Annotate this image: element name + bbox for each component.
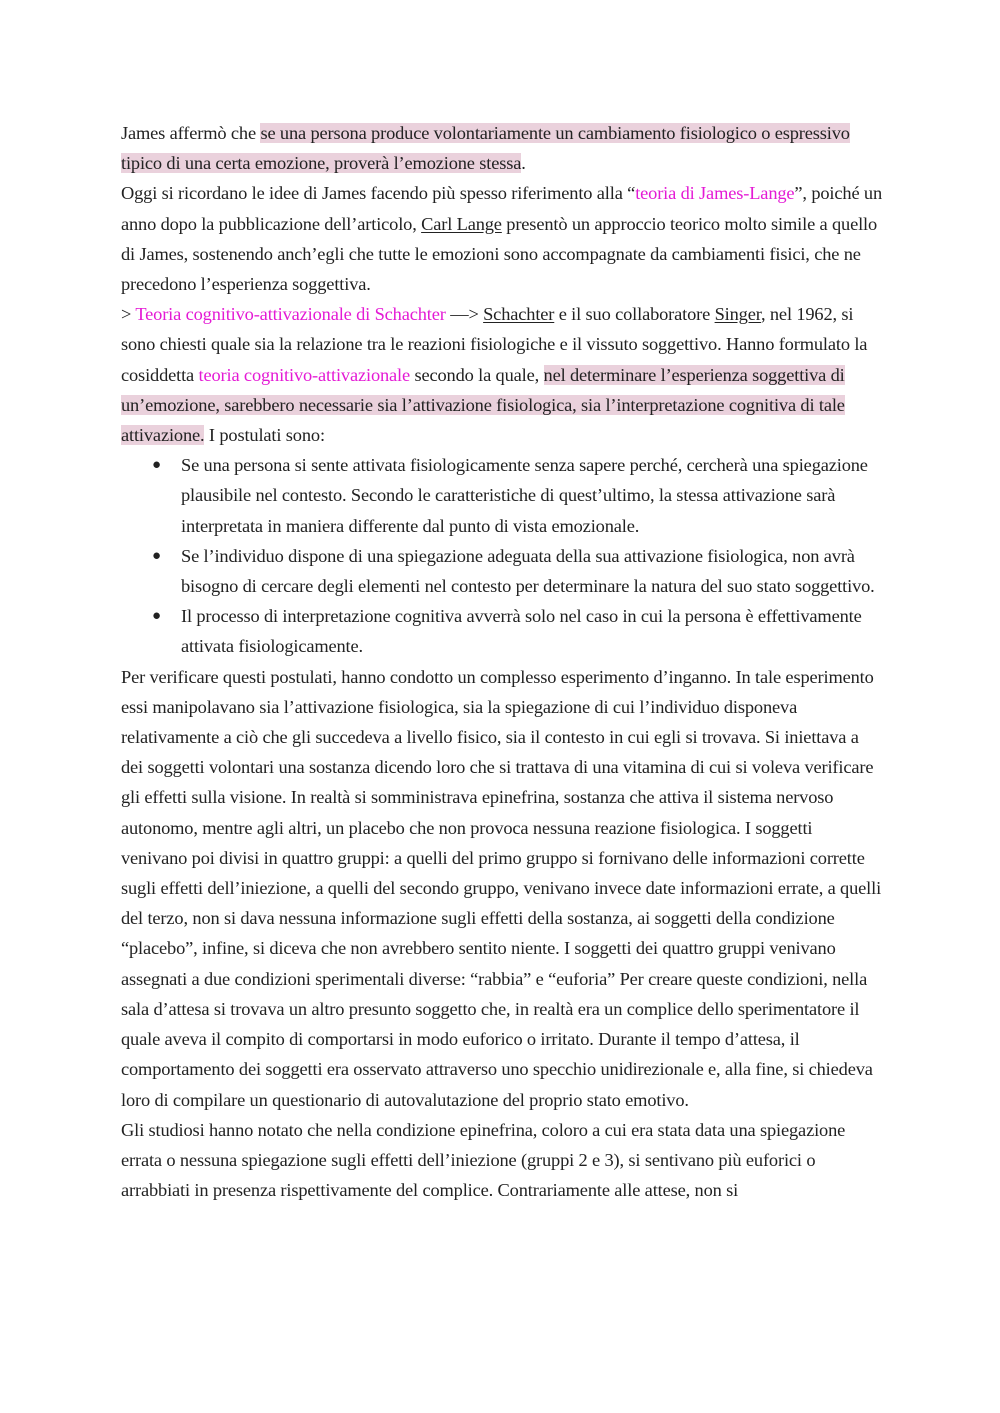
postulates-list [121, 450, 883, 661]
term-james-lange: teoria di James-Lange [635, 183, 795, 204]
bullet-icon: ● [152, 608, 161, 625]
text: secondo la quale, [410, 364, 544, 385]
term-schachter-theory: Teoria cognitivo-attivazionale di Schachter [135, 304, 446, 325]
list-item-text: Se l’individuo dispone di una spiegazione adeguata della sua attivazione fisiologica, non avrà bisogno di cercare degli elementi nel contesto per determinare la natura del suo stato soggettivo. [181, 545, 875, 597]
highlighted-text: nel determinare l’esperienza soggettiva di un’emozione, sarebbero necessarie sia l’attivazione fisiologica, sia l’interpretazione cognitiva di tale attivazione. [121, 364, 845, 446]
document-page [121, 118, 883, 1205]
text: , nel 1962, si sono chiesti quale sia la relazione tra le reazioni fisiologiche e il vissuto soggettivo. Hanno formulato la cosiddetta [121, 304, 868, 385]
name-schachter: Schachter [483, 304, 555, 325]
list-item [121, 601, 883, 661]
text: I postulati sono: [204, 425, 325, 446]
bullet-icon: ● [152, 457, 161, 474]
paragraph-james [121, 118, 883, 178]
text: > [121, 304, 136, 325]
bullet-icon: ● [152, 547, 161, 564]
text: . [521, 153, 526, 174]
highlighted-text: se una persona produce volontariamente un cambiamento fisiologico o espressivo tipico di una certa emozione, proverà l’emozione stessa [121, 123, 850, 174]
text: ”, poiché un anno dopo la pubblicazione dell’articolo, [121, 183, 882, 234]
text: —> [445, 304, 484, 325]
list-item-text: Se una persona si sente attivata fisiologicamente senza sapere perché, cercherà una spiegazione plausibile nel contesto. Secondo le caratteristiche di quest’ultimo, la stessa attivazione sarà interpretata in maniera differente dal punto di vista emozionale. [181, 455, 868, 536]
name-singer: Singer [714, 304, 761, 325]
text: Oggi si ricordano le idee di James facendo più spesso riferimento alla “ [121, 183, 636, 204]
list-item [121, 541, 883, 601]
paragraph-james-lange [121, 178, 883, 299]
text: James affermò che [121, 123, 261, 143]
list-item [121, 450, 883, 541]
text: presentò un approccio teorico molto simile a quello di James, sostenendo anch’egli che tutte le emozioni sono accompagnate da cambiamenti fisici, che ne precedono l’esperienza soggettiva. [121, 213, 878, 295]
paragraph-experiment: Per verificare questi postulati, hanno condotto un complesso esperimento d’inganno. In tale esperimento essi manipolavano sia l’attivazione fisiologica, sia la spiegazione di cui l’individuo disponeva relativamente a ciò che gli succedeva a livello fisico, sia il contesto in cui egli si trovava. Si iniettava a dei soggetti volontari una sostanza dicendo loro che si trattava di una vitamina di cui si voleva verificare gli effetti sulla visione. In realtà si somministrava epinefrina, sostanza che attiva il sistema nervoso autonomo, mentre agli altri, un placebo che non provoca nessuna reazione fisiologica. I soggetti venivano poi divisi in quattro gruppi: a quelli del primo gruppo si fornivano delle informazioni corrette sugli effetti dell’iniezione, a quelli del secondo gruppo, venivano invece date informazioni errate, a quelli del terzo, non si dava nessuna informazione sugli effetti della sostanza, ai soggetti della condizione “placebo”, infine, si diceva che non avrebbero sentito niente. I soggetti dei quattro gruppi venivano assegnati a due condizioni sperimentali diverse: “rabbia” e “euforia” Per creare queste condizioni, nella sala d’attesa si trovava un altro presunto soggetto che, in realtà era un complice dello sperimentatore il quale aveva il compito di comportarsi in modo euforico o irritato. Durante il tempo d’attesa, il comportamento dei soggetti era osservato attraverso uno specchio unidirezionale e, alla fine, si chiedeva loro di compilare un questionario di autovalutazione del proprio stato emotivo. [121, 666, 882, 1110]
term-cognitive-activation: teoria cognitivo-attivazionale [198, 364, 411, 385]
list-item-text: Il processo di interpretazione cognitiva avverrà solo nel caso in cui la persona è effettivamente attivata fisiologicamente. [181, 606, 862, 657]
name-carl-lange: Carl Lange [421, 213, 502, 234]
text: e il suo collaboratore [554, 304, 715, 325]
paragraph-schachter [121, 299, 883, 450]
paragraph-results: Gli studiosi hanno notato che nella condizione epinefrina, coloro a cui era stata data una spiegazione errata o nessuna spiegazione sugli effetti dell’iniezione (gruppi 2 e 3), si sentivano più euforici o arrabbiati in presenza rispettivamente del complice. Contrariamente alle attese, non si [121, 1119, 846, 1201]
